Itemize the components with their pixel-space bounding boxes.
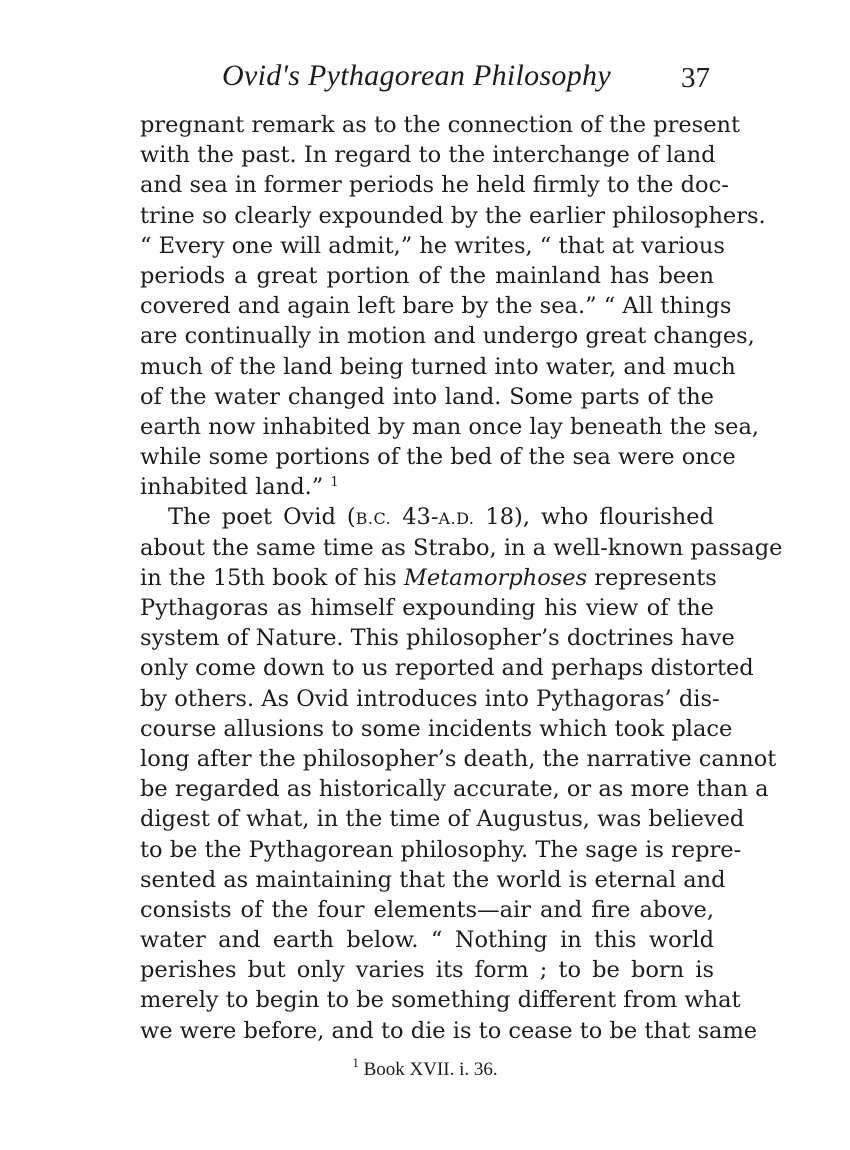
text-line: to be the Pythagorean philosophy. The sage is repre- — [140, 836, 742, 863]
text-span: The poet Ovid ( — [168, 504, 356, 531]
text-span: inhabited land.” — [140, 474, 324, 501]
text-line — [140, 563, 717, 593]
text-line: earth now inhabited by man once lay beneath the sea, — [140, 413, 760, 440]
running-head — [140, 56, 714, 96]
footnote — [0, 1056, 850, 1084]
text-line: with the past. In regard to the interchange of land — [140, 142, 716, 169]
text-line: Pythagoras as himself expounding his view of the — [140, 595, 714, 621]
text-line-paragraph-start — [140, 502, 714, 532]
text-line: consists of the four elements—air and fire above, — [140, 896, 714, 923]
text-span: 43- — [391, 504, 439, 531]
text-line: system of Nature. This philosopher’s doctrines have — [140, 625, 735, 652]
page-number: 37 — [681, 62, 710, 94]
text-line: sented as maintaining that the world is eternal and — [140, 866, 726, 893]
text-line: “ Every one will admit,” he writes, “ that at various — [140, 232, 725, 259]
text-line: course allusions to some incidents which took place — [140, 715, 733, 742]
text-line: we were before, and to die is to cease to be that same — [140, 1017, 758, 1044]
text-line: while some portions of the bed of the sea were once — [140, 444, 736, 471]
text-line: much of the land being turned into water, and much — [140, 353, 736, 380]
text-line: by others. As Ovid introduces into Pythagoras’ dis- — [140, 685, 720, 712]
text-line: water and earth below. “ Nothing in this world — [140, 927, 714, 954]
text-line: are continually in motion and undergo great changes, — [140, 323, 755, 350]
footnote-marker: 1 — [352, 1055, 359, 1070]
text-line: periods a great portion of the mainland has been — [140, 262, 714, 289]
work-title: Metamorphoses — [403, 564, 588, 591]
footnote-reference: 1 — [330, 475, 339, 491]
text-line: long after the philosopher’s death, the narrative cannot — [140, 745, 777, 772]
text-line: trine so clearly expounded by the earlier philosophers. — [140, 202, 766, 229]
text-span: represents — [587, 564, 717, 591]
text-line: pregnant remark as to the connection of the present — [140, 112, 741, 138]
text-line: perishes but only varies its form ; to be born is — [140, 957, 714, 984]
running-title: Ovid's Pythagorean Philosophy — [222, 59, 611, 92]
era-abbreviation: B.C. — [355, 509, 392, 529]
text-line: only come down to us reported and perhaps distorted — [140, 655, 754, 682]
text-line: digest of what, in the time of Augustus, was believed — [140, 806, 745, 833]
era-abbreviation: A.D. — [438, 509, 475, 529]
text-span: 18), who flourished — [474, 504, 714, 531]
text-line: merely to begin to be something different from what — [140, 987, 741, 1014]
footnote-text: Book XVII. i. 36. — [358, 1059, 498, 1080]
text-line-end-paragraph — [140, 472, 714, 502]
text-line: and sea in former periods he held firmly to the doc- — [140, 172, 729, 199]
text-line: be regarded as historically accurate, or as more than a — [140, 776, 769, 803]
text-span: in the 15th book of his — [140, 564, 404, 591]
text-line: covered and again left bare by the sea.” “ All things — [140, 293, 732, 320]
text-line: of the water changed into land. Some parts of the — [140, 383, 714, 410]
text-line: about the same time as Strabo, in a well-known passage — [140, 534, 783, 561]
body-text — [140, 110, 783, 1046]
